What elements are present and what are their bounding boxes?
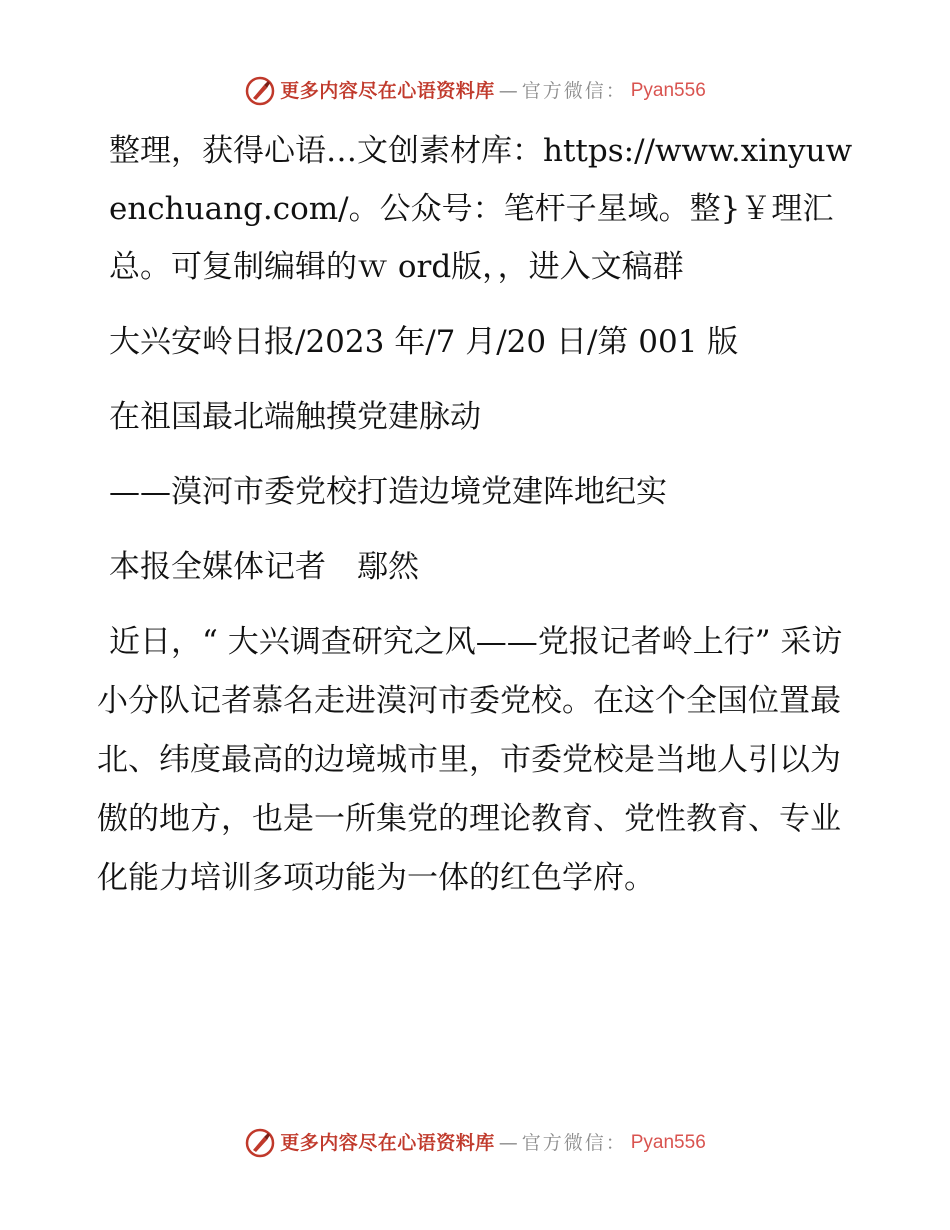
footer-banner-dash: —	[498, 1132, 518, 1154]
intro-text: 整理，获得心语…文创素材库：https://www.xinyuwenchuang.com/。公众号：笔杆子星域。整}￥理汇总。可复制编辑的ｗ ord版，，进入文稿群	[109, 133, 853, 285]
pen-logo-icon	[244, 75, 276, 107]
footer-banner-text: 更多内容尽在心语资料库	[280, 1132, 495, 1154]
source-line: 大兴安岭日报/2023 年/7 月/20 日/第 001 版	[109, 324, 739, 360]
document-body	[97, 122, 857, 925]
footer-banner	[0, 1127, 950, 1159]
article-title: 在祖国最北端触摸党建脉动	[109, 399, 481, 435]
header-banner-dash: —	[498, 80, 518, 102]
body-paragraph: 近日，“ 大兴调查研究之风——党报记者岭上行” 采访小分队记者慕名走进漠河市委党校。在这个全国位置最北、纬度最高的边境城市里，市委党校是当地人引以为傲的地方，也是一所集党的理论教育、党性教育、专业化能力培训多项功能为一体的红色学府。	[97, 624, 843, 896]
pen-logo-icon	[244, 1127, 276, 1159]
header-wechat-id: Pyan556	[630, 80, 706, 101]
header-banner	[0, 75, 950, 107]
footer-wechat-id: Pyan556	[630, 1132, 706, 1153]
header-wechat-label: 官方微信：	[521, 80, 627, 102]
header-banner-text: 更多内容尽在心语资料库	[280, 80, 495, 102]
byline: 本报全媒体记者 鄢然	[109, 549, 419, 585]
article-subtitle: ——漠河市委党校打造边境党建阵地纪实	[109, 474, 667, 510]
footer-wechat-label: 官方微信：	[521, 1132, 627, 1154]
